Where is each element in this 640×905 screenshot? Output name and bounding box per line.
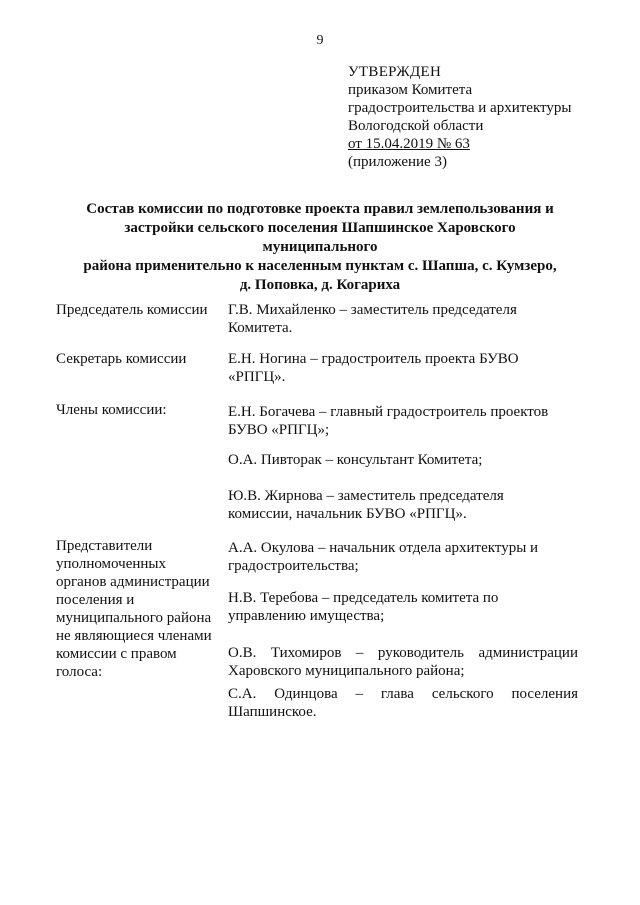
entry-line: Ю.В. Жирнова – заместитель председателя	[228, 488, 504, 504]
role-line: муниципального района	[56, 610, 212, 626]
entry-line: управлению имущества;	[228, 608, 385, 624]
role-line: поселения и	[56, 592, 135, 608]
entry-line: Комитета.	[228, 320, 293, 336]
page-number: 9	[316, 33, 324, 48]
role-line: комиссии с правом	[56, 646, 177, 662]
entry-member-1	[228, 403, 578, 439]
entry-rep-2	[228, 589, 578, 625]
entry-secretary	[228, 350, 578, 386]
entry-rep-1	[228, 539, 578, 575]
entry-member-2	[228, 451, 578, 469]
entry-rep-3	[228, 644, 578, 680]
role-secretary: Секретарь комиссии	[56, 351, 187, 367]
entry-rep-4	[228, 685, 578, 721]
entry-line: Е.Н. Ногина – градостроитель проекта БУВО	[228, 351, 519, 367]
entry-line: Г.В. Михайленко – заместитель председателя	[228, 302, 517, 318]
role-line: уполномоченных	[56, 556, 166, 572]
title-line: д. Поповка, д. Когариха	[239, 277, 401, 293]
entry-line: С.А. Одинцова – глава сельского поселения	[228, 686, 578, 702]
approval-line: градостроительства и архитектуры	[348, 100, 572, 116]
title-line: застройки сельского поселения Шапшинское Харовского муниципального	[124, 220, 516, 255]
entry-line: комиссии, начальник БУВО «РПГЦ».	[228, 506, 467, 522]
entry-line: градостроительства;	[228, 558, 359, 574]
approval-line: приказом Комитета	[348, 82, 473, 98]
approval-line: Вологодской области	[348, 118, 484, 134]
approval-heading: УТВЕРЖДЕН	[348, 64, 442, 80]
title-line: района применительно к населенным пунктам с. Шапша, с. Кумзеро,	[83, 258, 557, 274]
entry-line: Харовского муниципального района;	[228, 663, 465, 679]
document-title	[70, 200, 570, 295]
entry-line: Е.Н. Богачева – главный градостроитель проектов	[228, 404, 549, 420]
entry-chairman	[228, 301, 578, 337]
entry-line: «РПГЦ».	[228, 369, 286, 385]
entry-line: А.А. Окулова – начальник отдела архитектуры и	[228, 540, 539, 556]
approval-order-date	[348, 135, 571, 153]
entry-line: Шапшинское.	[228, 704, 317, 720]
entry-member-3	[228, 487, 578, 523]
role-line: не являющиеся членами	[56, 628, 212, 644]
role-chairman: Председатель комиссии	[56, 302, 208, 318]
role-members: Члены комиссии:	[56, 402, 167, 418]
order-date-number: от 15.04.2019 № 63	[348, 136, 470, 152]
entry-line: Н.В. Теребова – председатель комитета по	[228, 590, 499, 606]
entry-line: О.А. Пивторак – консультант Комитета;	[228, 452, 483, 468]
entry-line: БУВО «РПГЦ»;	[228, 422, 330, 438]
approval-appendix: (приложение 3)	[348, 154, 447, 170]
role-line: голоса:	[56, 664, 103, 680]
role-line: Представители	[56, 538, 153, 554]
approval-stamp	[348, 63, 571, 171]
role-representatives	[56, 537, 212, 681]
title-line: Состав комиссии по подготовке проекта правил землепользования и	[86, 201, 554, 217]
role-line: органов администрации	[56, 574, 210, 590]
entry-line: О.В. Тихомиров – руководитель администрации	[228, 645, 578, 661]
